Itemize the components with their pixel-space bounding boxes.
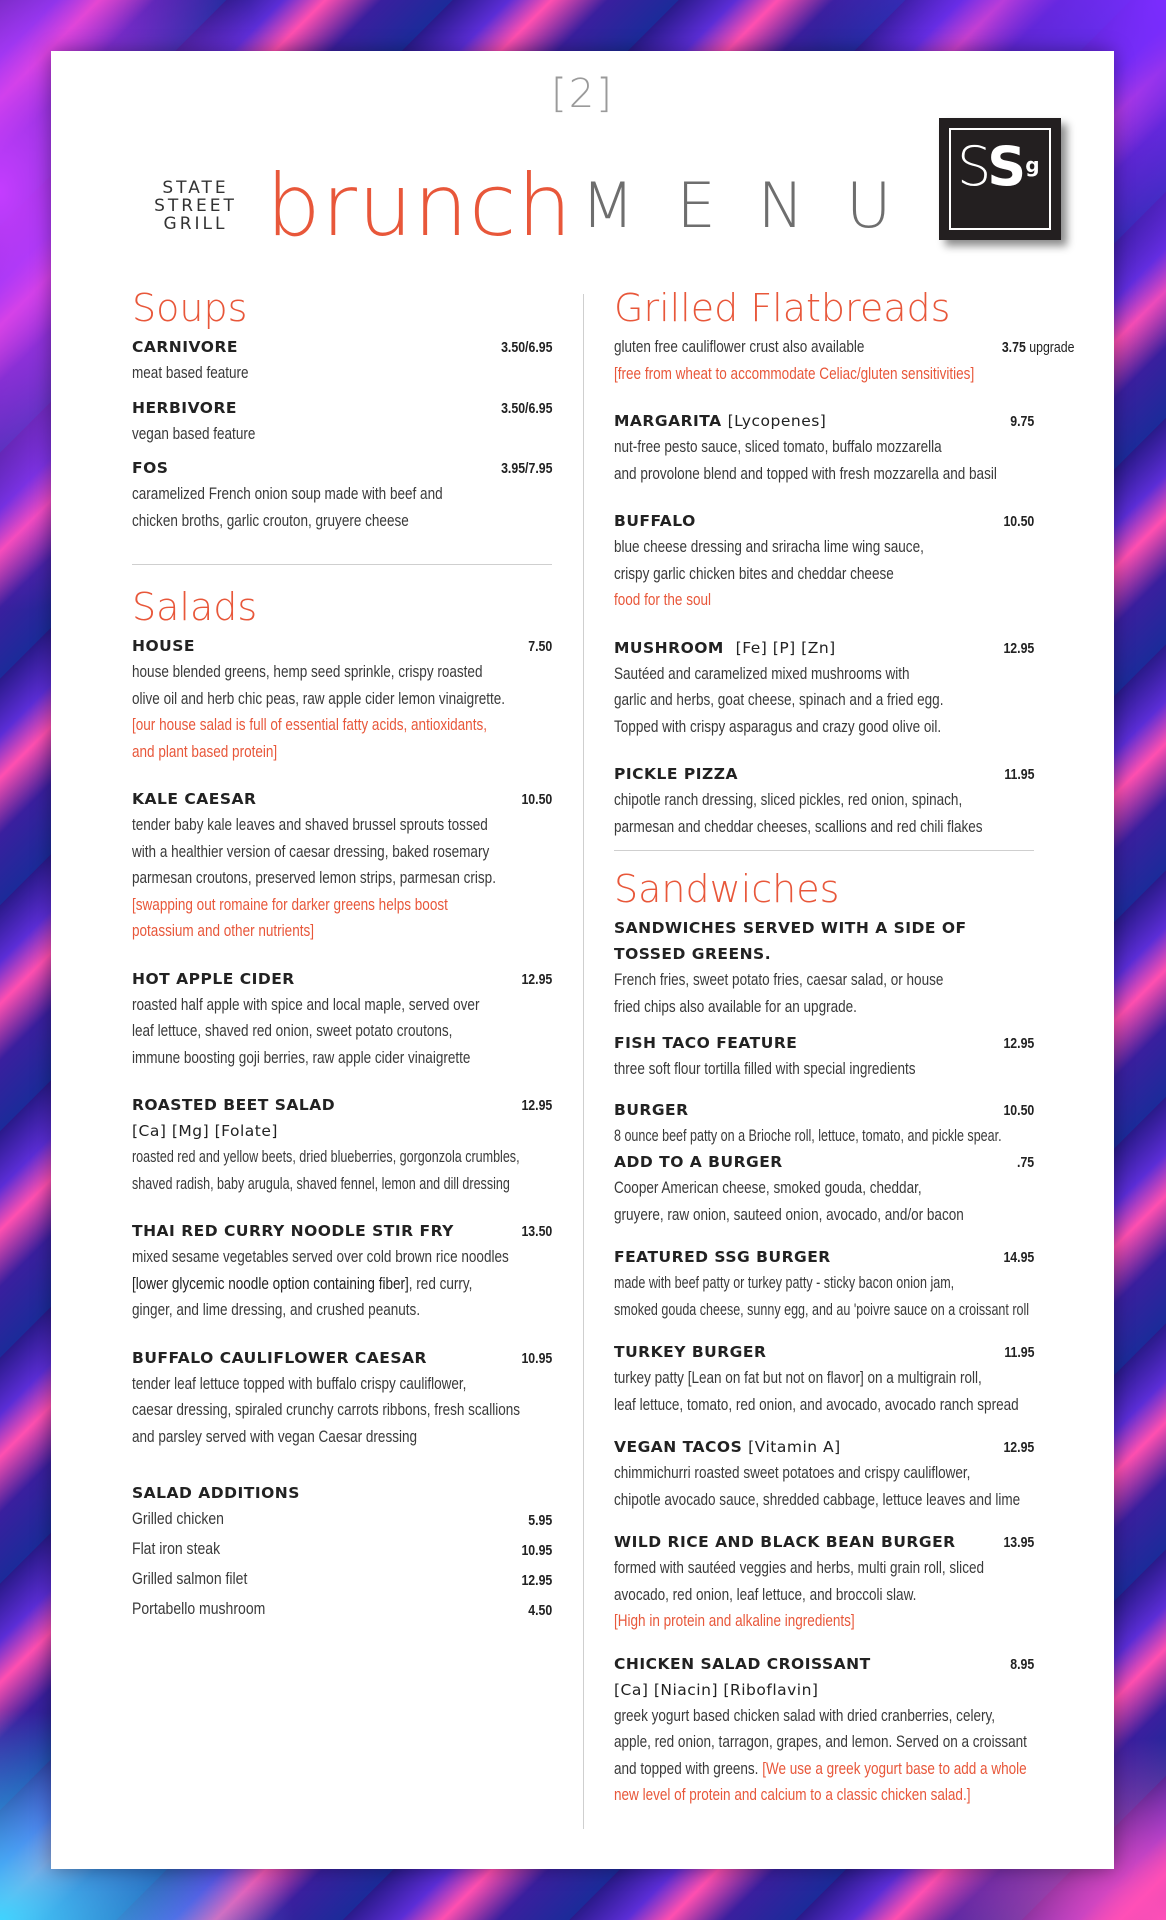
title-menu: MENU xyxy=(581,169,934,242)
section-title-soups: Soups xyxy=(132,286,248,330)
menu-item-featured-ssg-burger: FEATURED SSG BURGER 14.95 made with beef patty or turkey patty - sticky bacon onion jam, smoked gouda cheese, sunny egg, and au 'poivre sauce on a croissant roll xyxy=(614,1248,1034,1319)
nutrient-tags: [Ca] [Mg] [Folate] xyxy=(132,1122,278,1140)
section-title-flatbreads: Grilled Flatbreads xyxy=(614,286,951,330)
addition-item: Grilled salmon filet 12.95 xyxy=(132,1570,552,1589)
menu-item-buffalo: BUFFALO 10.50 blue cheese dressing and sriracha lime wing sauce, crispy garlic chicken bites and cheddar cheese food for the soul xyxy=(614,512,1034,609)
menu-item-burger: BURGER 10.50 8 ounce beef patty on a Brioche roll, lettuce, tomato, and pickle spear. xyxy=(614,1100,1034,1145)
salad-additions-title: SALAD ADDITIONS xyxy=(132,1484,300,1502)
gluten-free-option: gluten free cauliflower crust also available 3.75 upgrade [free from wheat to accommodate Celiac/gluten sensitivities] xyxy=(614,338,1074,383)
ssg-logo: SS $^g$ xyxy=(939,118,1061,240)
brand-name: STATE STREET GRILL xyxy=(154,178,237,234)
menu-item-vegan-tacos: VEGAN TACOS [Vitamin A] 12.95 chimmichurri roasted sweet potatoes and crispy cauliflower, chipotle avocado sauce, shredded cabbage, lettuce leaves and lime xyxy=(614,1438,1034,1509)
menu-item-roasted-beet-salad: ROASTED BEET SALAD 12.95 [Ca] [Mg] [Folate] roasted red and yellow beets, dried blueberries, gorgonzola crumbles, shaved radish, baby arugula, shaved fennel, lemon and dill dressing xyxy=(132,1096,552,1193)
section-title-sandwiches: Sandwiches xyxy=(614,867,840,911)
menu-item-buffalo-cauliflower-caesar: BUFFALO CAULIFLOWER CAESAR 10.95 tender leaf lettuce topped with buffalo crispy cauliflower, caesar dressing, spiraled crunchy carrots ribbons, fresh scallions and parsley served with vegan Caesar dressing xyxy=(132,1348,552,1446)
menu-item-hot-apple-cider: HOT APPLE CIDER 12.95 roasted half apple with spice and local maple, served over leaf lettuce, shaved red onion, sweet potato croutons, immune boosting goji berries, raw apple cider vinaigrette xyxy=(132,969,552,1067)
right-column xyxy=(614,286,1074,1830)
section-title-salads: Salads xyxy=(132,585,258,629)
menu-item-carnivore: CARNIVORE 3.50/6.95 meat based feature xyxy=(132,338,552,382)
menu-item-pickle-pizza: PICKLE PIZZA 11.95 chipotle ranch dressing, sliced pickles, red onion, spinach, parmesan and cheddar cheeses, scallions and red chili flakes xyxy=(614,765,1034,836)
menu-item-house: HOUSE 7.50 house blended greens, hemp seed sprinkle, crispy roasted olive oil and herb chic peas, raw apple cider lemon vinaigrette. [our house salad is full of essential fatty acids, antioxidants, and plant based protein] xyxy=(132,637,552,761)
column-divider xyxy=(583,294,584,1829)
menu-item-margarita: MARGARITA [Lycopenes] 9.75 nut-free pesto sauce, sliced tomato, buffalo mozzarella and provolone blend and topped with fresh mozzarella and basil xyxy=(614,412,1034,483)
menu-item-chicken-salad-croissant: CHICKEN SALAD CROISSANT 8.95 [Ca] [Niacin] [Riboflavin] greek yogurt based chicken salad with dried cranberries, celery, apple, red onion, tarragon, grapes, and lemon. Served on a croissant and topped with greens. [We use a greek yogurt base to add a whole new level of protein and calcium to a classic chicken salad.] xyxy=(614,1654,1034,1804)
left-column xyxy=(132,286,552,1626)
menu-item-kale-caesar: KALE CAESAR 10.50 tender baby kale leaves and shaved brussel sprouts tossed with a healthier version of caesar dressing, baked rosemary parmesan croutons, preserved lemon strips, parmesan crisp. [swapping out romaine for darker greens helps boost potassium and other nutrients] xyxy=(132,790,552,940)
section-divider xyxy=(614,850,1034,851)
addition-item: Portabello mushroom 4.50 xyxy=(132,1600,552,1619)
menu-item-turkey-burger: TURKEY BURGER 11.95 turkey patty [Lean on fat but not on flavor] on a multigrain roll, leaf lettuce, tomato, red onion, and avocado, avocado ranch spread xyxy=(614,1343,1034,1414)
menu-page xyxy=(51,51,1114,1869)
menu-item-add-to-burger: ADD TO A BURGER .75 Cooper American cheese, smoked gouda, cheddar, gruyere, raw onion, sauteed onion, avocado, and/or bacon xyxy=(614,1153,1034,1224)
title-brunch: brunch xyxy=(266,156,573,256)
sandwiches-intro: SANDWICHES SERVED WITH A SIDE OF TOSSED GREENS. French fries, sweet potato fries, caesar salad, or house fried chips also available for an upgrade. xyxy=(614,919,967,1016)
menu-item-fish-taco: FISH TACO FEATURE 12.95 three soft flour tortilla filled with special ingredients xyxy=(614,1034,1034,1078)
addition-item: Flat iron steak 10.95 xyxy=(132,1540,552,1559)
menu-item-wild-rice-burger: WILD RICE AND BLACK BEAN BURGER 13.95 formed with sautéed veggies and herbs, multi grain roll, sliced avocado, red onion, leaf lettuce, and broccoli slaw. [High in protein and alkaline ingredients] xyxy=(614,1533,1034,1630)
section-divider xyxy=(132,564,552,565)
menu-item-mushroom: MUSHROOM [Fe] [P] [Zn] 12.95 Sautéed and caramelized mixed mushrooms with garlic and herbs, goat cheese, spinach and a fried egg. Topped with crispy asparagus and crazy good olive oil. xyxy=(614,638,1034,736)
page-number: [2] xyxy=(551,71,614,117)
menu-item-fos: FOS 3.95/7.95 caramelized French onion soup made with beef and chicken broths, garlic crouton, gruyere cheese xyxy=(132,459,552,530)
addition-item: Grilled chicken 5.95 xyxy=(132,1510,552,1529)
menu-item-herbivore: HERBIVORE 3.50/6.95 vegan based feature xyxy=(132,398,552,443)
nutrient-tags: [Ca] [Niacin] [Riboflavin] xyxy=(614,1680,819,1699)
menu-item-thai-red-curry: THAI RED CURRY NOODLE STIR FRY 13.50 mixed sesame vegetables served over cold brown rice noodles [lower glycemic noodle option containing fiber], red curry, ginger, and lime dressing, and crushed peanuts. xyxy=(132,1222,552,1319)
